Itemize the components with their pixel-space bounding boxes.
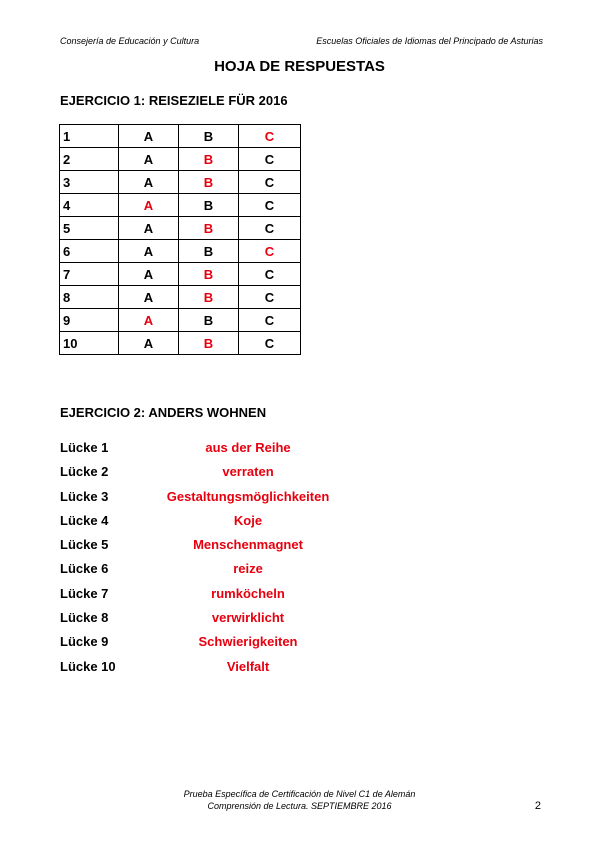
gap-label: Lücke 5 bbox=[60, 537, 109, 553]
question-number: 4 bbox=[60, 194, 119, 217]
table-row bbox=[60, 125, 301, 148]
gap-label: Lücke 2 bbox=[60, 464, 109, 480]
option-c: C bbox=[239, 332, 301, 355]
list-item bbox=[60, 487, 540, 511]
option-c: C bbox=[239, 148, 301, 171]
option-b: B bbox=[179, 194, 239, 217]
gap-label: Lücke 10 bbox=[60, 658, 116, 674]
option-c: C bbox=[239, 263, 301, 286]
option-a: A bbox=[119, 286, 179, 309]
option-a: A bbox=[119, 194, 179, 217]
option-a: A bbox=[119, 332, 179, 355]
option-b: B bbox=[179, 217, 239, 240]
option-b: B bbox=[179, 263, 239, 286]
table-row bbox=[60, 194, 301, 217]
table-row bbox=[60, 286, 301, 309]
option-b: B bbox=[179, 148, 239, 171]
header-left: Consejería de Educación y Cultura bbox=[60, 36, 200, 46]
option-a: A bbox=[119, 148, 179, 171]
table-row bbox=[60, 240, 301, 263]
gap-answer: aus der Reihe bbox=[205, 440, 291, 455]
option-b: B bbox=[179, 309, 239, 332]
option-c: C bbox=[239, 309, 301, 332]
page-title: HOJA DE RESPUESTAS bbox=[214, 58, 385, 75]
gap-label: Lücke 6 bbox=[60, 561, 109, 577]
table-row bbox=[60, 309, 301, 332]
gap-answer: Menschenmagnet bbox=[193, 537, 303, 553]
gap-answer: Gestaltungsmöglichkeiten bbox=[166, 488, 330, 504]
option-c: C bbox=[239, 240, 301, 263]
question-number: 9 bbox=[60, 309, 119, 332]
option-b: B bbox=[179, 171, 239, 194]
list-item bbox=[60, 535, 540, 559]
option-a: A bbox=[119, 217, 179, 240]
table-row bbox=[60, 217, 301, 240]
table-row bbox=[60, 263, 301, 286]
option-c: C bbox=[239, 217, 301, 240]
question-number: 8 bbox=[60, 286, 119, 309]
gap-label: Lücke 7 bbox=[60, 585, 109, 601]
footer-line2: Comprensión de Lectura. SEPTIEMBRE 2016 bbox=[207, 801, 392, 811]
list-item bbox=[60, 657, 540, 681]
option-c: C bbox=[239, 125, 301, 148]
option-c: C bbox=[239, 171, 301, 194]
option-a: A bbox=[119, 263, 179, 286]
question-number: 3 bbox=[60, 171, 119, 194]
footer bbox=[0, 788, 599, 812]
option-c: C bbox=[239, 194, 301, 217]
option-a: A bbox=[119, 125, 179, 148]
list-item bbox=[60, 632, 540, 656]
gap-answer: Schwierigkeiten bbox=[198, 634, 298, 650]
gap-answer: verwirklicht bbox=[211, 610, 285, 626]
question-number: 1 bbox=[60, 125, 119, 148]
list-item bbox=[60, 608, 540, 632]
page-number: 2 bbox=[534, 800, 541, 812]
question-number: 5 bbox=[60, 217, 119, 240]
table-row bbox=[60, 171, 301, 194]
question-number: 2 bbox=[60, 148, 119, 171]
option-a: A bbox=[119, 240, 179, 263]
list-item bbox=[60, 438, 540, 462]
option-b: B bbox=[179, 332, 239, 355]
table-row bbox=[60, 332, 301, 355]
exercise2-heading: EJERCICIO 2: ANDERS WOHNEN bbox=[60, 405, 267, 420]
table-row bbox=[60, 148, 301, 171]
gap-answer: Koje bbox=[233, 512, 263, 528]
gap-label: Lücke 1 bbox=[60, 440, 109, 455]
gap-answer: Vielfalt bbox=[226, 658, 270, 674]
gap-label: Lücke 3 bbox=[60, 488, 109, 504]
gap-label: Lücke 8 bbox=[60, 610, 109, 626]
option-a: A bbox=[119, 309, 179, 332]
list-item bbox=[60, 584, 540, 608]
gap-label: Lücke 4 bbox=[60, 512, 109, 528]
option-b: B bbox=[179, 240, 239, 263]
option-b: B bbox=[179, 125, 239, 148]
gap-answer: verraten bbox=[222, 464, 274, 480]
list-item bbox=[60, 559, 540, 583]
question-number: 10 bbox=[60, 332, 119, 355]
option-c: C bbox=[239, 286, 301, 309]
gap-answer: reize bbox=[233, 561, 263, 577]
header-right: Escuelas Oficiales de Idiomas del Principado de Asturias bbox=[316, 36, 543, 46]
footer-line1: Prueba Específica de Certificación de Nivel C1 de Alemán bbox=[183, 789, 416, 799]
exercise1-heading: EJERCICIO 1: REISEZIELE FÜR 2016 bbox=[60, 93, 288, 108]
question-number: 6 bbox=[60, 240, 119, 263]
gap-label: Lücke 9 bbox=[60, 634, 109, 650]
list-item bbox=[60, 511, 540, 535]
exercise2-answer-list bbox=[60, 438, 540, 681]
question-number: 7 bbox=[60, 263, 119, 286]
gap-answer: rumköcheln bbox=[211, 585, 285, 601]
list-item bbox=[60, 462, 540, 486]
option-a: A bbox=[119, 171, 179, 194]
exercise1-answer-table bbox=[59, 124, 301, 355]
option-b: B bbox=[179, 286, 239, 309]
